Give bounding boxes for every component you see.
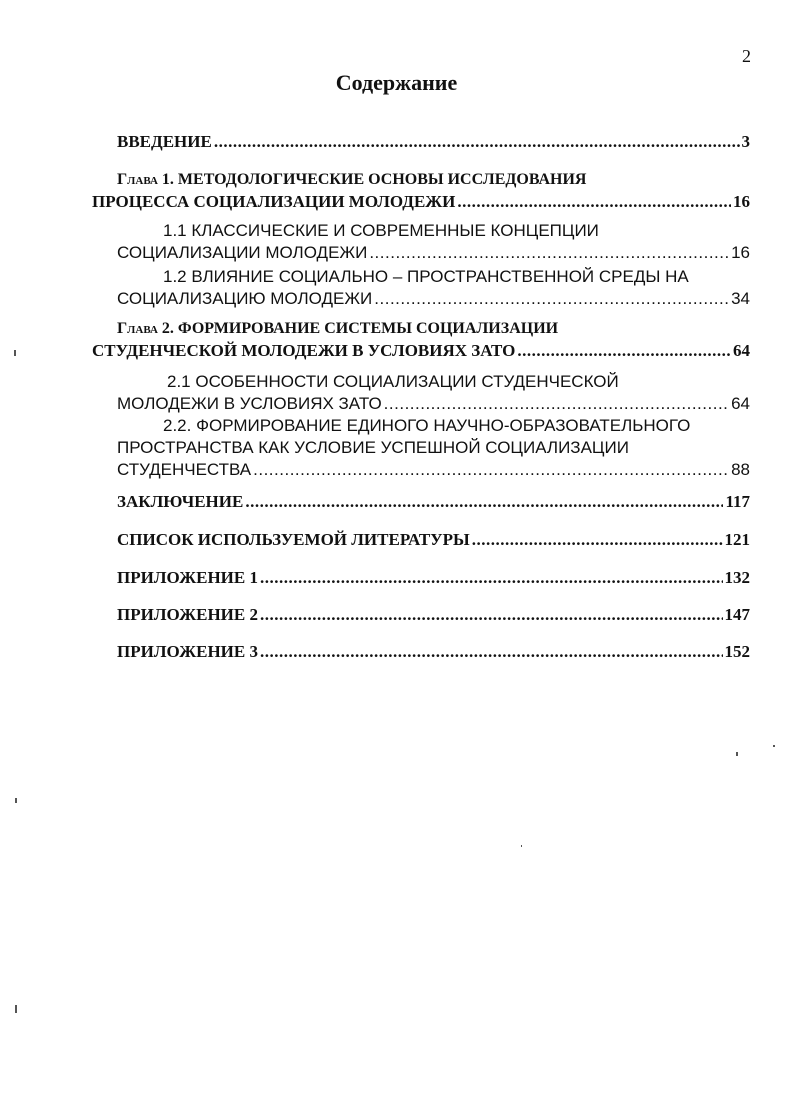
toc-label-cont: СТУДЕНЧЕСКОЙ МОЛОДЕЖИ В УСЛОВИЯХ ЗАТО [92, 341, 516, 360]
toc-label: 2.1 ОСОБЕННОСТИ СОЦИАЛИЗАЦИИ СТУДЕНЧЕСКОЙ [167, 372, 619, 391]
toc-label: ВВЕДЕНИЕ [117, 132, 212, 151]
scan-speck [14, 350, 16, 356]
dot-leader [260, 604, 723, 626]
toc-page-number: 3 [741, 132, 750, 151]
toc-entry-section-1-2[interactable] [117, 266, 750, 310]
dot-leader [214, 131, 740, 153]
toc-page-number: 147 [724, 605, 750, 624]
toc-label-cont: ПРОСТРАНСТВА КАК УСЛОВИЕ УСПЕШНОЙ СОЦИАЛИЗАЦИИ [117, 438, 629, 457]
toc-label: ФОРМИРОВАНИЕ СИСТЕМЫ СОЦИАЛИЗАЦИИ [177, 320, 559, 337]
toc-entry-chapter-2[interactable] [92, 318, 750, 362]
page-number: 2 [742, 46, 751, 66]
dot-leader [253, 459, 729, 481]
toc-entry-conclusion[interactable] [117, 491, 750, 513]
chapter-prefix: Глава 1. [117, 171, 174, 188]
toc-label-cont: СОЦИАЛИЗАЦИЮ МОЛОДЕЖИ [117, 289, 373, 308]
toc-entry-intro[interactable] [117, 131, 750, 153]
toc-entry-section-1-1[interactable] [117, 220, 750, 264]
toc-label: ЗАКЛЮЧЕНИЕ [117, 492, 244, 511]
toc-label-cont: СОЦИАЛИЗАЦИИ МОЛОДЕЖИ [117, 243, 368, 262]
dot-leader [384, 393, 729, 415]
toc-page-number: 16 [731, 243, 750, 262]
toc-entry-section-2-1[interactable] [117, 371, 750, 415]
toc-entry-appendix-1[interactable] [117, 567, 750, 589]
dot-leader [374, 288, 729, 310]
toc-label: ПРИЛОЖЕНИЕ 2 [117, 605, 258, 624]
toc-page-number: 152 [724, 642, 750, 661]
toc-label: 1.2 ВЛИЯНИЕ СОЦИАЛЬНО – ПРОСТРАНСТВЕННОЙ СРЕДЫ НА [163, 267, 689, 286]
toc-label-cont: ПРОЦЕССА СОЦИАЛИЗАЦИИ МОЛОДЕЖИ [92, 192, 456, 211]
dot-leader [472, 529, 723, 551]
toc-entry-section-2-2[interactable] [117, 415, 750, 481]
toc-page-number: 88 [731, 460, 750, 479]
toc-entry-appendix-3[interactable] [117, 641, 750, 663]
toc-page-number: 64 [731, 394, 750, 413]
toc-page-number: 64 [733, 341, 750, 360]
dot-leader [457, 191, 731, 213]
toc-label-cont: МОЛОДЕЖИ В УСЛОВИЯХ ЗАТО [117, 394, 382, 413]
page-title: Содержание [335, 70, 458, 95]
dot-leader [369, 242, 729, 264]
scan-speck [521, 845, 522, 847]
toc-label: СПИСОК ИСПОЛЬЗУЕМОЙ ЛИТЕРАТУРЫ [117, 530, 470, 549]
toc-label: ПРИЛОЖЕНИЕ 3 [117, 642, 258, 661]
toc-entry-chapter-1[interactable] [92, 169, 750, 213]
toc-label: ПРИЛОЖЕНИЕ 1 [117, 568, 258, 587]
toc-page-number: 117 [725, 492, 750, 511]
toc-page-number: 121 [724, 530, 750, 549]
toc-entry-appendix-2[interactable] [117, 604, 750, 626]
toc-page-number: 132 [724, 568, 750, 587]
toc-label-cont: СТУДЕНЧЕСТВА [117, 460, 252, 479]
toc-label: МЕТОДОЛОГИЧЕСКИЕ ОСНОВЫ ИССЛЕДОВАНИЯ [177, 171, 587, 188]
toc-page-number: 16 [733, 192, 750, 211]
toc-page-number: 34 [731, 289, 750, 308]
scan-speck [736, 752, 738, 756]
chapter-prefix: Глава 2. [117, 320, 174, 337]
toc-label: 2.2. ФОРМИРОВАНИЕ ЕДИНОГО НАУЧНО-ОБРАЗОВАТЕЛЬНОГО [163, 416, 691, 435]
scan-speck [15, 1005, 17, 1013]
scan-speck [15, 798, 17, 803]
dot-leader [517, 340, 731, 362]
scan-speck [773, 745, 775, 747]
dot-leader [245, 491, 723, 513]
toc-entry-literature[interactable] [117, 529, 750, 551]
dot-leader [260, 567, 723, 589]
toc-label: 1.1 КЛАССИЧЕСКИЕ И СОВРЕМЕННЫЕ КОНЦЕПЦИИ [163, 221, 599, 240]
dot-leader [260, 641, 723, 663]
